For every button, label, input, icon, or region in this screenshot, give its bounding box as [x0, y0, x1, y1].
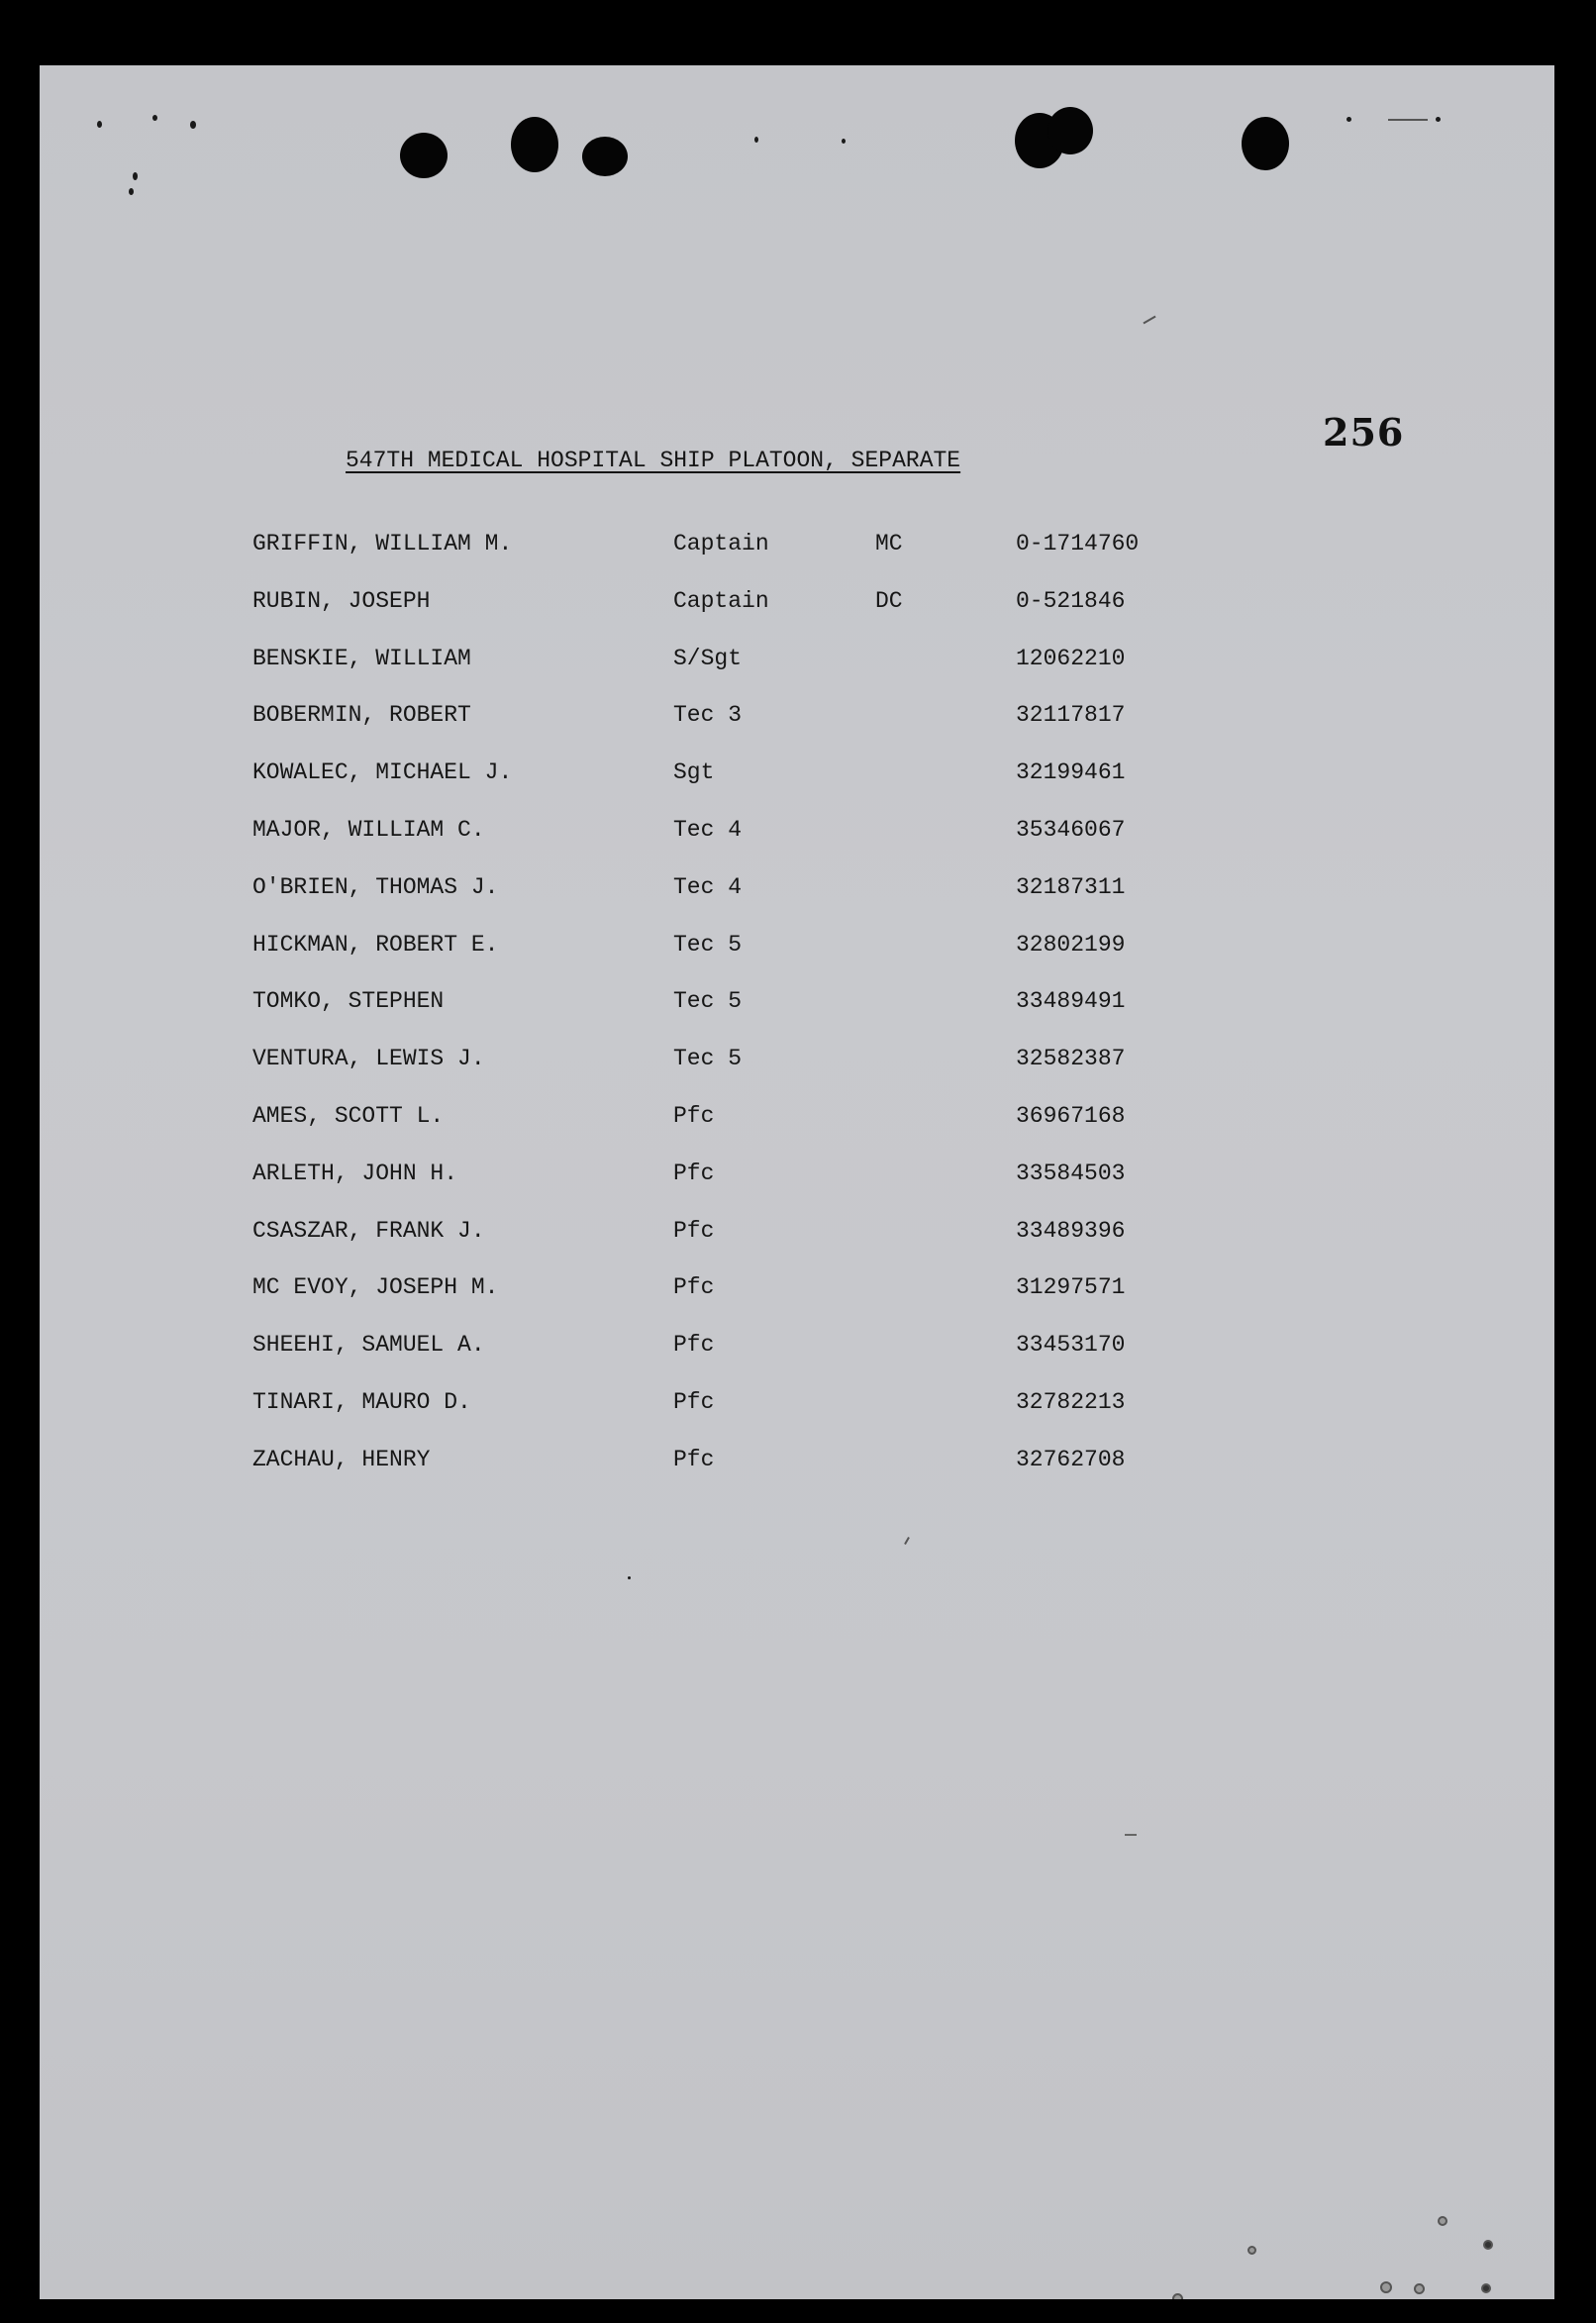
- member-name: MC EVOY, JOSEPH M.: [252, 1274, 499, 1301]
- table-row: [40, 817, 1554, 851]
- member-rank: Captain: [673, 587, 769, 614]
- table-row: [40, 702, 1554, 736]
- member-serial-number: 32582387: [1016, 1046, 1126, 1072]
- member-name: MAJOR, WILLIAM C.: [252, 817, 485, 843]
- table-row: [40, 1332, 1554, 1365]
- member-serial-number: 32187311: [1016, 873, 1126, 900]
- roster-table: [40, 65, 1554, 2299]
- member-serial-number: 32199461: [1016, 759, 1126, 786]
- member-rank: Tec 4: [673, 873, 743, 900]
- member-serial-number: 33453170: [1016, 1332, 1126, 1359]
- member-name: GRIFFIN, WILLIAM M.: [252, 531, 513, 556]
- member-rank: Pfc: [673, 1332, 715, 1359]
- page-number: 256: [1323, 410, 1405, 454]
- member-rank: Sgt: [673, 759, 715, 786]
- member-name: BENSKIE, WILLIAM: [252, 645, 471, 671]
- table-row: [40, 1046, 1554, 1079]
- member-serial-number: 12062210: [1016, 645, 1126, 671]
- table-row: [40, 1389, 1554, 1423]
- member-serial-number: 31297571: [1016, 1274, 1126, 1301]
- member-name: VENTURA, LEWIS J.: [252, 1046, 485, 1072]
- member-name: TOMKO, STEPHEN: [252, 988, 445, 1015]
- member-serial-number: 32782213: [1016, 1389, 1126, 1415]
- member-serial-number: 32762708: [1016, 1446, 1126, 1472]
- member-serial-number: 36967168: [1016, 1103, 1126, 1129]
- document-title: 547TH MEDICAL HOSPITAL SHIP PLATOON, SEPARATE: [346, 448, 961, 473]
- member-name: SHEEHI, SAMUEL A.: [252, 1332, 485, 1359]
- member-name: BOBERMIN, ROBERT: [252, 702, 471, 729]
- member-name: AMES, SCOTT L.: [252, 1103, 445, 1129]
- member-rank: Captain: [673, 531, 769, 556]
- member-serial-number: 0-1714760: [1016, 531, 1140, 556]
- member-name: KOWALEC, MICHAEL J.: [252, 759, 513, 786]
- table-row: [40, 759, 1554, 793]
- table-row: [40, 1103, 1554, 1137]
- table-row: [40, 1161, 1554, 1194]
- table-row: [40, 1218, 1554, 1252]
- table-row: [40, 1447, 1554, 1480]
- member-rank: Pfc: [673, 1274, 715, 1301]
- member-rank: Tec 5: [673, 1046, 743, 1072]
- member-corps: MC: [875, 531, 903, 556]
- document-page: [40, 65, 1554, 2299]
- member-rank: Pfc: [673, 1217, 715, 1244]
- member-rank: Pfc: [673, 1389, 715, 1415]
- member-serial-number: 32117817: [1016, 702, 1126, 729]
- table-row: [40, 932, 1554, 965]
- member-name: O'BRIEN, THOMAS J.: [252, 873, 499, 900]
- member-name: RUBIN, JOSEPH: [252, 587, 431, 614]
- member-name: TINARI, MAURO D.: [252, 1389, 471, 1415]
- member-rank: Tec 4: [673, 817, 743, 843]
- table-row: [40, 874, 1554, 908]
- member-name: CSASZAR, FRANK J.: [252, 1217, 485, 1244]
- table-row: [40, 988, 1554, 1022]
- member-serial-number: 32802199: [1016, 931, 1126, 958]
- table-row: [40, 531, 1554, 564]
- member-rank: Pfc: [673, 1446, 715, 1472]
- member-serial-number: 33489396: [1016, 1217, 1126, 1244]
- member-rank: Tec 5: [673, 988, 743, 1015]
- member-rank: Pfc: [673, 1160, 715, 1186]
- member-serial-number: 0-521846: [1016, 587, 1126, 614]
- member-rank: S/Sgt: [673, 645, 743, 671]
- member-serial-number: 35346067: [1016, 817, 1126, 843]
- member-rank: Tec 5: [673, 931, 743, 958]
- member-name: HICKMAN, ROBERT E.: [252, 931, 499, 958]
- member-rank: Tec 3: [673, 702, 743, 729]
- member-serial-number: 33584503: [1016, 1160, 1126, 1186]
- member-name: ZACHAU, HENRY: [252, 1446, 431, 1472]
- member-corps: DC: [875, 587, 903, 614]
- table-row: [40, 588, 1554, 622]
- member-rank: Pfc: [673, 1103, 715, 1129]
- table-row: [40, 646, 1554, 679]
- member-name: ARLETH, JOHN H.: [252, 1160, 458, 1186]
- member-serial-number: 33489491: [1016, 988, 1126, 1015]
- table-row: [40, 1274, 1554, 1308]
